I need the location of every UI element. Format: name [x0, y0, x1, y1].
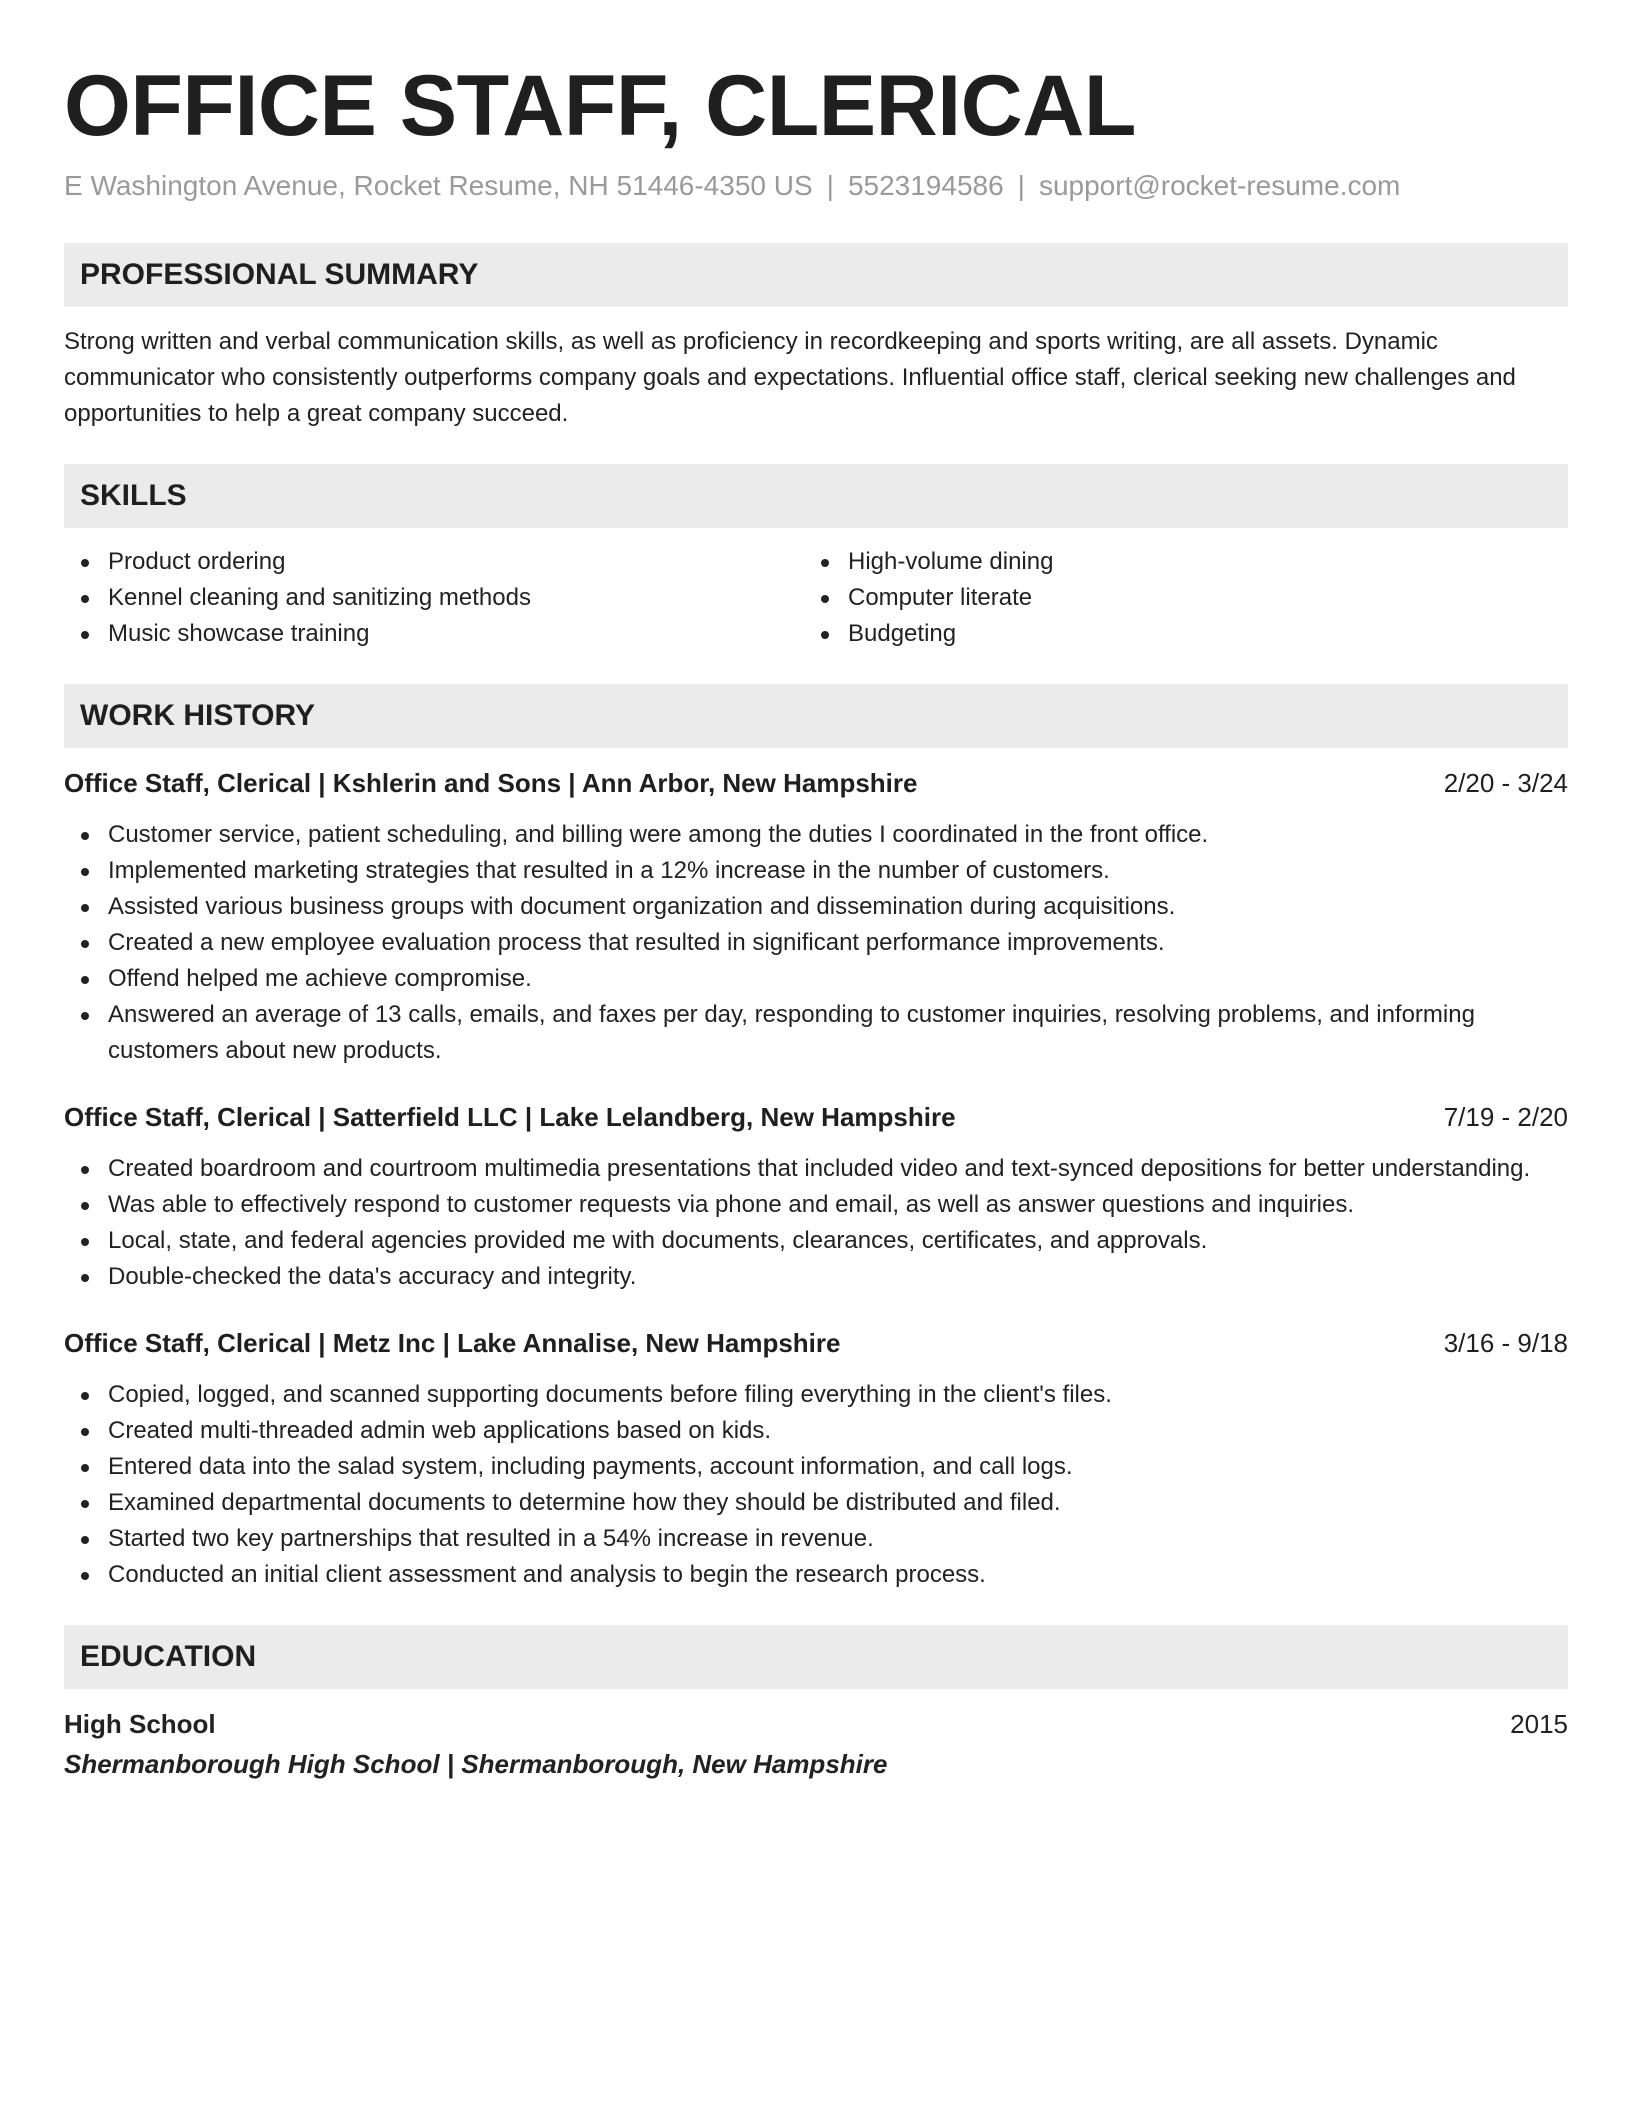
job-heading-row — [64, 765, 1568, 801]
skill-item: Budgeting — [804, 616, 1544, 652]
education-entry — [64, 1706, 1568, 1782]
skill-item: Product ordering — [64, 544, 804, 580]
contact-separator: | — [1017, 170, 1025, 201]
job-bullet: Entered data into the salad system, including payments, account information, and call logs. — [64, 1449, 1568, 1485]
contact-line — [64, 168, 1568, 204]
skill-item: Kennel cleaning and sanitizing methods — [64, 580, 804, 616]
job-bullet: Examined departmental documents to determine how they should be distributed and filed. — [64, 1485, 1568, 1521]
education-heading-row — [64, 1706, 1568, 1742]
skills-list — [64, 544, 1568, 652]
job-dates: 7/19 - 2/20 — [1443, 1102, 1568, 1132]
job-bullet: Double-checked the data's accuracy and integrity. — [64, 1259, 1568, 1295]
job-heading-row — [64, 1325, 1568, 1361]
candidate-name: OFFICE STAFF, CLERICAL — [64, 58, 1136, 154]
skills-column-left — [64, 544, 804, 652]
work-history-section-header: WORK HISTORY — [64, 684, 1568, 748]
job-bullet: Created boardroom and courtroom multimedia presentations that included video and text-synced depositions for better understanding. — [64, 1151, 1568, 1187]
skill-item: High-volume dining — [804, 544, 1544, 580]
job-bullets — [64, 1377, 1568, 1593]
job-entry — [64, 1099, 1568, 1295]
skills-column-right — [804, 544, 1544, 652]
education-degree: High School — [64, 1709, 216, 1739]
job-entry — [64, 765, 1568, 1069]
skill-item: Computer literate — [804, 580, 1544, 616]
summary-text: Strong written and verbal communication skills, as well as proficiency in recordkeeping and sports writing, are all assets. Dynamic communicator who consistently outperforms company goals and expectations. Influential office staff, clerical seeking new challenges and opportunities to help a great company succeed. — [64, 328, 1516, 427]
summary-section-header: PROFESSIONAL SUMMARY — [64, 243, 1568, 307]
job-bullet: Created a new employee evaluation process that resulted in significant performance improvements. — [64, 925, 1568, 961]
job-dates: 2/20 - 3/24 — [1443, 768, 1568, 798]
job-bullet: Started two key partnerships that resulted in a 54% increase in revenue. — [64, 1521, 1568, 1557]
job-bullet: Offend helped me achieve compromise. — [64, 961, 1568, 997]
job-title: Office Staff, Clerical | Satterfield LLC | Lake Lelandberg, New Hampshire — [64, 1102, 956, 1132]
education-year: 2015 — [1510, 1709, 1568, 1739]
job-bullet: Copied, logged, and scanned supporting documents before filing everything in the client's files. — [64, 1377, 1568, 1413]
job-bullet: Conducted an initial client assessment and analysis to begin the research process. — [64, 1557, 1568, 1593]
job-bullets — [64, 817, 1568, 1069]
contact-address: E Washington Avenue, Rocket Resume, NH 51446-4350 US — [64, 170, 813, 201]
contact-separator: | — [826, 170, 834, 201]
job-bullet: Local, state, and federal agencies provided me with documents, clearances, certificates, and approvals. — [64, 1223, 1568, 1259]
job-bullet: Assisted various business groups with document organization and dissemination during acquisitions. — [64, 889, 1568, 925]
job-heading-row — [64, 1099, 1568, 1135]
skill-item: Music showcase training — [64, 616, 804, 652]
contact-phone: 5523194586 — [847, 170, 1004, 201]
job-bullet: Created multi-threaded admin web applications based on kids. — [64, 1413, 1568, 1449]
job-title: Office Staff, Clerical | Kshlerin and Sons | Ann Arbor, New Hampshire — [64, 768, 918, 798]
job-title: Office Staff, Clerical | Metz Inc | Lake Annalise, New Hampshire — [64, 1328, 841, 1358]
skills-section-header: SKILLS — [64, 464, 1568, 528]
job-bullet: Customer service, patient scheduling, and billing were among the duties I coordinated in the front office. — [64, 817, 1568, 853]
contact-email: support@rocket-resume.com — [1038, 170, 1401, 201]
education-school: Shermanborough High School | Shermanborough, New Hampshire — [64, 1749, 888, 1779]
job-dates: 3/16 - 9/18 — [1443, 1328, 1568, 1358]
job-bullets — [64, 1151, 1568, 1295]
job-entry — [64, 1325, 1568, 1593]
education-section-header: EDUCATION — [64, 1625, 1568, 1689]
job-bullet: Answered an average of 13 calls, emails, and faxes per day, responding to customer inquiries, resolving problems, and informing customers about new products. — [64, 997, 1568, 1069]
job-bullet: Implemented marketing strategies that resulted in a 12% increase in the number of customers. — [64, 853, 1568, 889]
job-bullet: Was able to effectively respond to customer requests via phone and email, as well as answer questions and inquiries. — [64, 1187, 1568, 1223]
